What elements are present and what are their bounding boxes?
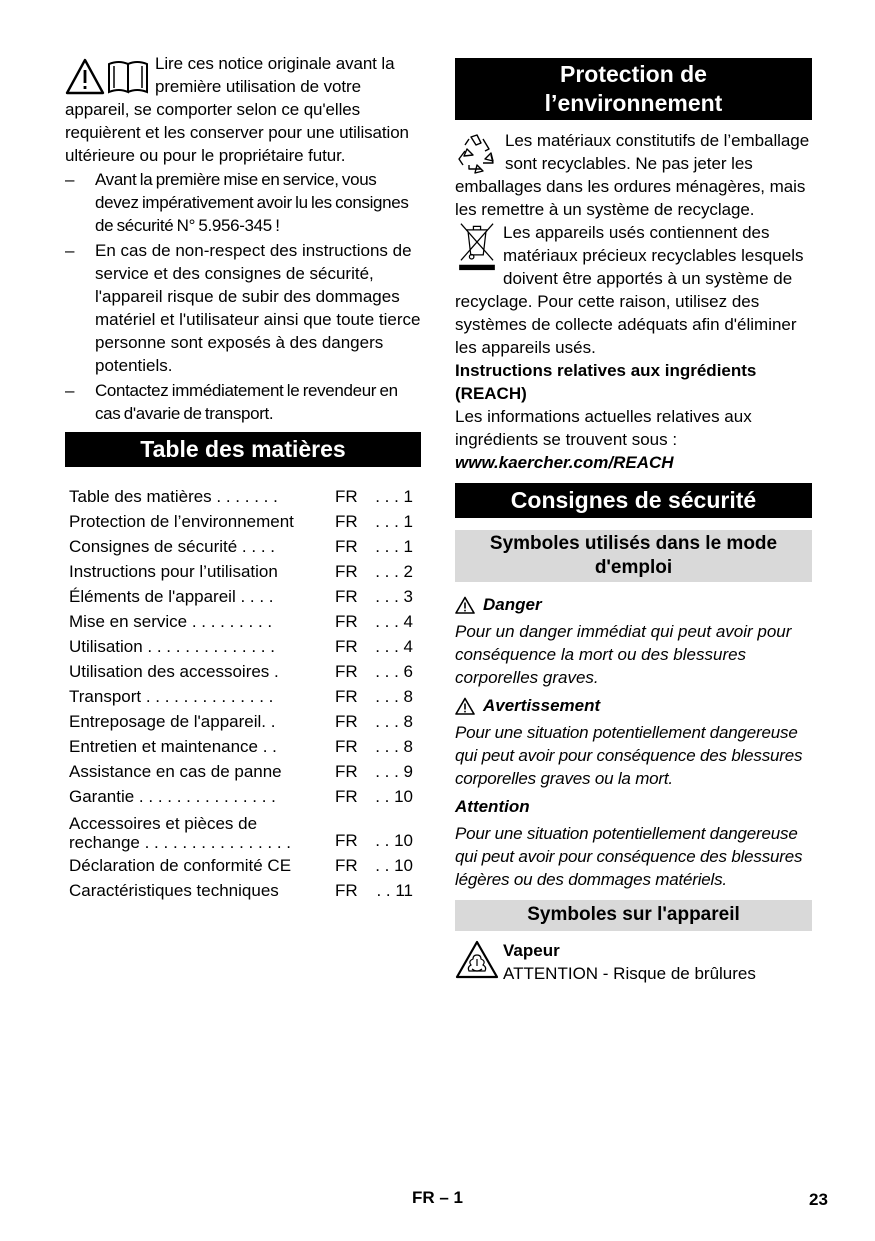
list-item: – Contactez immédiatement le revendeur en cas d'avarie de transport.	[65, 381, 398, 423]
intro-block	[65, 52, 421, 167]
warning-triangle-icon	[455, 596, 475, 614]
hot-steam-warning-icon	[455, 939, 499, 979]
list-item: – En cas de non-respect des instructions de service et des consignes de sécurité, l'appareil risque de subir des dommages matériel et l'utilisateur ainsi que toute tierce personne sont exposés à des dangers potentiels.	[65, 241, 421, 375]
table-row[interactable]: Mise en service . . . . . . . . . FR . . . 4	[69, 612, 413, 631]
safety-heading: Consignes de sécurité	[455, 483, 812, 518]
list-item: – Avant la première mise en service, vous devez impérativement avoir lu les consignes de sécurité N° 5.956-345 !	[65, 170, 409, 235]
table-row[interactable]: Éléments de l'appareil . . . . FR . . . 3	[69, 587, 413, 606]
weee-text: Les appareils usés contiennent des matériaux précieux recyclables lesquels doivent être apportés à un système de recyclage. Pour cette raison, utilisez des systèmes de collecte adéquats afin d'éliminer les appareils usés.	[455, 223, 804, 357]
warning-label: Avertissement	[483, 696, 601, 715]
recycle-icon	[455, 131, 499, 175]
table-row[interactable]: Protection de l’environnement FR . . . 1	[69, 512, 413, 531]
table-row[interactable]: Table des matières . . . . . . . FR . . . 1	[69, 487, 413, 506]
table-row[interactable]: Instructions pour l’utilisation FR . . . 2	[69, 562, 413, 581]
table-row[interactable]: Entretien et maintenance . . FR . . . 8	[69, 737, 413, 756]
table-row[interactable]: Assistance en cas de panne FR . . . 9	[69, 762, 413, 781]
right-column	[455, 58, 812, 985]
warning-triangle-icon	[455, 697, 475, 715]
steam-symbol-text	[503, 939, 756, 985]
page-number: 23	[809, 1190, 828, 1209]
table-row[interactable]: Utilisation des accessoires . FR . . . 6	[69, 662, 413, 681]
table-row[interactable]: Utilisation . . . . . . . . . . . . . . FR . . . 4	[69, 637, 413, 656]
reach-title: Instructions relatives aux ingrédients (REACH)	[455, 361, 757, 403]
table-of-contents	[65, 483, 421, 902]
intro-bullet-list	[65, 168, 421, 425]
danger-text: Pour un danger immédiat qui peut avoir pour conséquence la mort ou des blessures corporelles graves.	[455, 622, 792, 687]
symbols-heading: Symboles utilisés dans le mode d'emploi	[455, 530, 812, 582]
attention-label: Attention	[455, 797, 530, 816]
table-row[interactable]: Consignes de sécurité . . . . FR . . . 1	[69, 537, 413, 556]
crossed-bin-icon	[455, 221, 499, 271]
table-row[interactable]: Entreposage de l'appareil. . FR . . . 8	[69, 712, 413, 731]
danger-label: Danger	[483, 595, 542, 614]
warning-read-manual-icon	[65, 56, 151, 96]
weee-block	[455, 221, 812, 359]
table-row[interactable]: Déclaration de conformité CE FR . . 10	[69, 856, 413, 875]
table-row[interactable]: Garantie . . . . . . . . . . . . . . . FR . . 10	[69, 787, 413, 806]
table-row[interactable]: Transport . . . . . . . . . . . . . . FR . . . 8	[69, 687, 413, 706]
attention-text: Pour une situation potentiellement dangereuse qui peut avoir pour conséquence des blessures légères ou des dommages matériels.	[455, 824, 803, 889]
left-column	[65, 52, 421, 902]
table-row[interactable]: Caractéristiques techniques FR . . 11	[69, 881, 413, 900]
toc-heading: Table des matières	[65, 432, 421, 467]
steam-label: Vapeur	[503, 941, 560, 960]
steam-symbol-block	[455, 939, 812, 985]
bullet-dash: –	[65, 381, 75, 400]
bullet-dash: –	[65, 241, 75, 260]
warning-text: Pour une situation potentiellement dangereuse qui peut avoir pour conséquence des blessures corporelles graves ou la mort.	[455, 723, 803, 788]
bullet-dash: –	[65, 170, 75, 189]
environment-heading: Protection de l’environnement	[455, 58, 812, 120]
warning-heading	[455, 694, 812, 717]
steam-text: ATTENTION - Risque de brûlures	[503, 964, 756, 983]
device-symbols-heading: Symboles sur l'appareil	[455, 900, 812, 931]
reach-text: Les informations actuelles relatives aux ingrédients se trouvent sous :	[455, 407, 752, 449]
danger-heading	[455, 593, 812, 616]
intro-text: Lire ces notice originale avant la première utilisation de votre appareil, se comporter selon ce qu'elles requièrent et les conserver pour une utilisation ultérieure ou pour le propriétaire futur.	[65, 54, 409, 165]
table-row[interactable]: Accessoires et pièces de rechange . . . . . . . . . . . . . . . . FR . . 10	[69, 814, 413, 852]
reach-link[interactable]: www.kaercher.com/REACH	[455, 453, 674, 472]
packaging-recycle-block	[455, 129, 812, 221]
packaging-text: Les matériaux constitutifs de l’emballage sont recyclables. Ne pas jeter les emballages dans les ordures ménagères, mais les remettre à un système de recyclage.	[455, 131, 810, 219]
footer-section-label: FR – 1	[412, 1188, 464, 1207]
